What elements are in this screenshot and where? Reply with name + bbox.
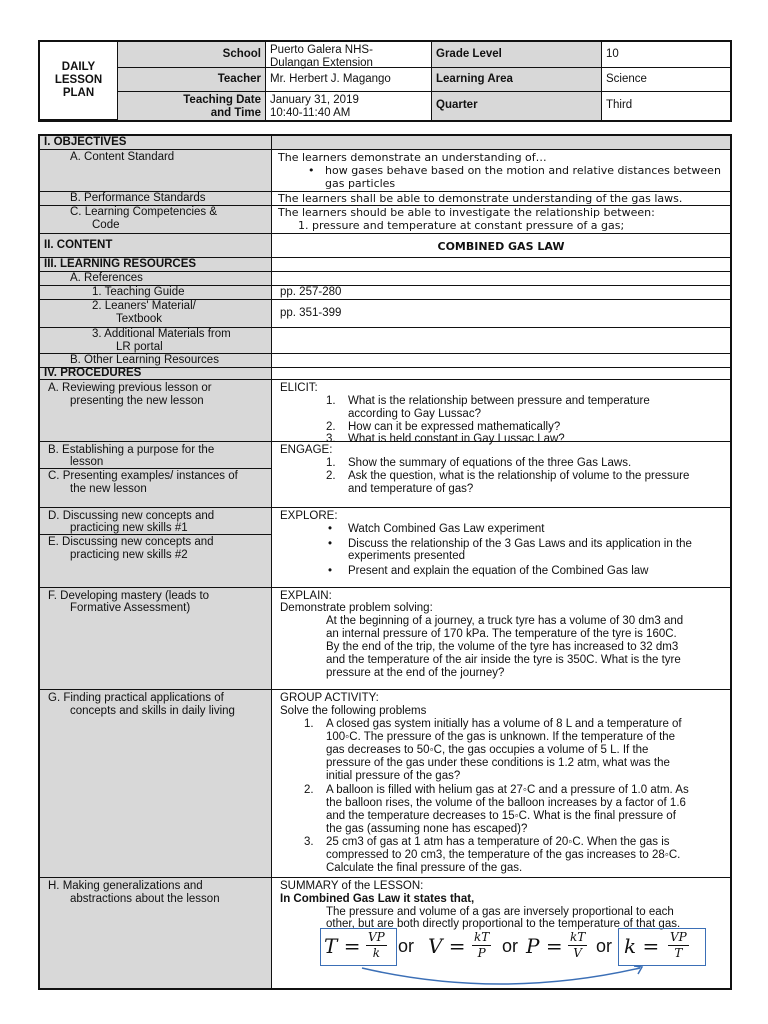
competencies-label: C. Learning Competencies & (70, 206, 218, 218)
elicit-item-number: 1. (326, 395, 336, 407)
explore-item-text: experiments presented (348, 550, 465, 562)
school-value-line: Puerto Galera NHS- (270, 44, 373, 56)
fraction-denominator: T (674, 946, 683, 960)
teaching-guide-value: pp. 257-280 (280, 286, 342, 298)
formula-k-lhs: k = (624, 934, 660, 958)
procedure-b-label: B. Establishing a purpose for the (48, 444, 215, 456)
content-standard-bullet: how gases behave based on the motion and relative distances between (325, 164, 721, 177)
procedure-d-label: D. Discussing new concepts and (48, 510, 215, 522)
summary-title: SUMMARY of the LESSON: (280, 880, 424, 892)
explain-problem-line: At the beginning of a journey, a truck tyre has a volume of 30 dm3 and (326, 615, 684, 627)
group-item-text: the balloon rises, the volume of the balloon increases by a factor of 1.6 (326, 797, 686, 809)
procedure-e-label: practicing new skills #2 (70, 549, 188, 561)
resources-heading-row (40, 258, 730, 272)
explore-item-text: Watch Combined Gas Law experiment (348, 523, 545, 535)
group-item-text: and the temperature decreases to 15◦C. What is the final pressure of (326, 810, 676, 822)
additional-materials-row (40, 328, 730, 354)
area-value: Science (602, 68, 730, 92)
explain-title: EXPLAIN: (280, 590, 332, 602)
competencies-label: Code (92, 219, 120, 231)
procedure-d-label: practicing new skills #1 (70, 522, 188, 534)
school-value (266, 42, 432, 68)
group-item-number: 1. (304, 718, 314, 730)
left-cell (40, 690, 272, 877)
date-label-line: Teaching Date (183, 94, 261, 106)
group-item-number: 3. (304, 836, 314, 848)
dlp-title-line: DAILY (61, 61, 96, 73)
other-resources-label: B. Other Learning Resources (70, 354, 219, 366)
fraction-numerator: VP (670, 930, 687, 944)
teacher-label: Teacher (118, 68, 266, 92)
lesson-table (38, 134, 732, 990)
date-value-line: January 31, 2019 (270, 94, 359, 106)
engage-item-text: Ask the question, what is the relationship of volume to the pressure (348, 470, 690, 482)
fraction-numerator: kT (474, 930, 490, 944)
area-label: Learning Area (432, 68, 602, 92)
group-item-text: gas decreases to 50◦C, the gas occupies a volume of 5 L. If the (326, 744, 649, 756)
quarter-value: Third (606, 99, 633, 111)
grade-label: Grade Level (432, 42, 602, 68)
formula-v-fraction (472, 930, 491, 961)
teaching-guide-label: 1. Teaching Guide (92, 286, 185, 298)
additional-materials-label: 3. Additional Materials from (92, 328, 231, 340)
procedure-e-label: E. Discussing new concepts and (48, 536, 214, 548)
group-item-number: 2. (304, 784, 314, 796)
explore-item-text: Discuss the relationship of the 3 Gas Laws and its application in the (348, 538, 692, 550)
dlp-title (40, 42, 118, 120)
procedure-b-label: lesson (70, 456, 104, 468)
procedure-h-label: abstractions about the lesson (70, 893, 220, 905)
formula-or: or (596, 936, 613, 956)
elicit-item-text: How can it be expressed mathematically? (348, 421, 561, 433)
grade-value: 10 (602, 42, 730, 68)
performance-text: The learners shall be able to demonstrate understanding of the gas laws. (278, 192, 683, 205)
procedure-a-label: presenting the new lesson (70, 395, 204, 407)
explore-title: EXPLORE: (280, 510, 338, 522)
group-activity-subtitle: Solve the following problems (280, 705, 427, 717)
references-row (40, 272, 730, 286)
engage-item-number: 2. (326, 470, 336, 482)
formula-or: or (398, 936, 415, 956)
procedure-f-label: F. Developing mastery (leads to (48, 590, 210, 602)
summary-text: The pressure and volume of a gas are inversely proportional to each (326, 906, 674, 918)
formula-or: or (502, 936, 519, 956)
fraction-denominator: P (477, 946, 486, 960)
date-label-line: and Time (210, 107, 261, 119)
fraction-numerator: VP (368, 930, 385, 944)
dlp-title-line: LESSON (54, 74, 103, 86)
procedure-c-label: the new lesson (70, 483, 147, 495)
engage-item-number: 1. (326, 457, 336, 469)
competencies-item: 1. pressure and temperature at constant pressure of a gas; (298, 219, 625, 232)
content-standard-bullet: gas particles (325, 177, 396, 190)
teaching-guide-row (40, 286, 730, 300)
objectives-heading: I. OBJECTIVES (44, 136, 127, 148)
procedure-a-label: A. Reviewing previous lesson or (48, 382, 212, 394)
group-item-text: 100◦C. The pressure of the gas is unknown. If the temperature of the (326, 731, 676, 743)
teacher-value: Mr. Herbert J. Magango (266, 68, 432, 92)
learners-material-value: pp. 351-399 (280, 307, 342, 319)
learners-material-row (40, 300, 730, 328)
dlp-title-line: PLAN (62, 87, 95, 99)
elicit-item-text: according to Gay Lussac? (348, 408, 481, 420)
formula-connector-arc (340, 966, 660, 988)
references-label: A. References (70, 272, 143, 284)
formula-t-lhs: T = (324, 934, 361, 958)
group-item-text: A closed gas system initially has a volume of 8 L and a temperature of (326, 718, 682, 730)
fraction-denominator: k (372, 946, 381, 960)
engage-item-text: Show the summary of equations of the three Gas Laws. (348, 457, 632, 469)
procedure-g-label: concepts and skills in daily living (70, 705, 235, 717)
bullet-dot: • (308, 164, 315, 177)
content-standard-row (40, 150, 730, 192)
objectives-heading-row (40, 136, 730, 150)
content-standard-text: The learners demonstrate an understanding of… (278, 151, 547, 164)
procedures-heading-row (40, 368, 730, 380)
engage-item-text: and temperature of gas? (348, 483, 474, 495)
bullet-dot: • (328, 565, 333, 577)
group-activity-title: GROUP ACTIVITY: (280, 692, 379, 704)
procedure-g-row (40, 690, 730, 878)
other-resources-row (40, 354, 730, 368)
performance-row (40, 192, 730, 206)
fraction-denominator: V (573, 946, 582, 960)
elicit-item-text: What is the relationship between pressure and temperature (348, 395, 650, 407)
bullet-dot: • (328, 523, 333, 535)
group-item-text: the gas (assuming none has escaped)? (326, 823, 528, 835)
explain-problem-line: an internal pressure of 170 kPa. The temperature of the tyre is 160C. (326, 628, 677, 640)
procedure-h-row (40, 878, 730, 988)
explain-problem-line: and the temperature of the air inside the tyre is 350C. What is the tyre (326, 654, 681, 666)
additional-materials-label: LR portal (116, 341, 163, 353)
explore-item-text: Present and explain the equation of the Combined Gas law (348, 565, 649, 577)
content-standard-label: A. Content Standard (70, 151, 175, 163)
summary-bold-text: In Combined Gas Law it states that, (280, 893, 475, 905)
explain-problem-line: By the end of the trip, the volume of the tyre has increased to 32 dm3 (326, 641, 679, 653)
header-table (38, 40, 732, 122)
quarter-label: Quarter (432, 92, 602, 120)
learners-material-label: 2. Leaners' Material/ (92, 300, 196, 312)
bullet-dot: • (328, 538, 333, 550)
formula-v-lhs: V = (428, 934, 466, 958)
formula-p-lhs: P = (526, 934, 563, 958)
group-item-text: A balloon is filled with helium gas at 27◦C and a pressure of 1.0 atm. As (326, 784, 689, 796)
combined-gas-law-formula (320, 928, 720, 968)
procedure-c-label: C. Presenting examples/ instances of (48, 470, 238, 482)
elicit-item-text: What is held constant in Gay Lussac Law? (348, 433, 565, 445)
explain-problem-line: pressure at the end of the journey? (326, 667, 505, 679)
procedure-f-row (40, 588, 730, 690)
group-item-text: compressed to 20 cm3, the temperature of the gas increases to 28◦C. (326, 849, 681, 861)
fraction-numerator: kT (570, 930, 586, 944)
formula-k-fraction (668, 930, 689, 961)
elicit-title: ELICIT: (280, 382, 318, 394)
school-value-line: Dulangan Extension (270, 57, 373, 69)
performance-label: B. Performance Standards (70, 192, 206, 204)
group-item-text: pressure of the gas under these conditions is 1.2 atm, what was the (326, 757, 670, 769)
procedure-a-row (40, 380, 730, 445)
elicit-item-number: 2. (326, 421, 336, 433)
content-row (40, 234, 730, 258)
date-label (118, 92, 266, 120)
procedure-g-label: G. Finding practical applications of (48, 692, 224, 704)
resources-heading: III. LEARNING RESOURCES (44, 258, 197, 270)
formula-p-fraction (568, 930, 587, 961)
competencies-row (40, 206, 730, 234)
procedure-h-label: H. Making generalizations and (48, 880, 203, 892)
elicit-item-number: 3. (326, 433, 336, 445)
content-value: COMBINED GAS LAW (437, 240, 565, 253)
group-item-text: Calculate the final pressure of the gas. (326, 862, 523, 874)
procedure-bc-row (40, 442, 730, 508)
engage-title: ENGAGE: (280, 444, 333, 456)
group-item-text: 25 cm3 of gas at 1 atm has a temperature of 20◦C. When the gas is (326, 836, 670, 848)
procedures-heading: IV. PROCEDURES (44, 367, 142, 379)
right-cell (272, 136, 730, 149)
competencies-text: The learners should be able to investigate the relationship between: (278, 206, 655, 219)
content-heading: II. CONTENT (44, 239, 113, 251)
date-value (266, 92, 432, 120)
learners-material-label: Textbook (116, 313, 163, 325)
formula-t-fraction (366, 930, 387, 961)
group-item-text: initial pressure of the gas? (326, 770, 461, 782)
date-value-line: 10:40-11:40 AM (270, 107, 351, 119)
explain-subtitle: Demonstrate problem solving: (280, 602, 433, 614)
school-label: School (118, 42, 266, 68)
procedure-f-label: Formative Assessment) (70, 602, 191, 614)
summary-text: other, but are both directly proportional to the temperature of that gas. (326, 918, 681, 930)
procedure-de-row (40, 508, 730, 588)
